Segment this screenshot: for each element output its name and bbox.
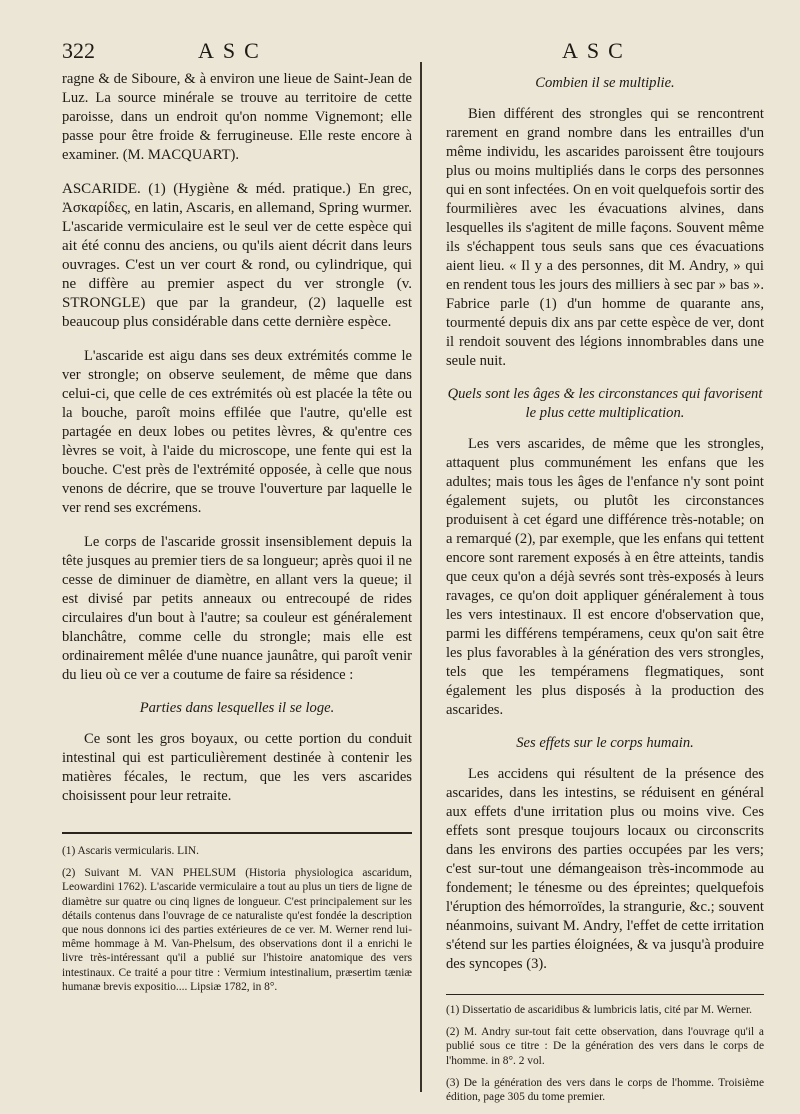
footnote-2: (2) Suivant M. VAN PHELSUM (Historia physiologica ascaridum, Leowardini 1762). L'ascaride vermiculaire a tout au plus un tiers de ligne de diamètre sur quatre ou cinq lignes de longueur. C'est principalement sur les détails contenus dans l'ouvrage de ce naturaliste qu'est fondée la description que nous donnons ici des parties extérieures de ce ver. M. Werner rend lui-même hommage à M. Van-Phelsum, des observations dont il a enrichi le livre très-intéressant qu'il a publié sur l'histoire anatomique des vers intestinaux. Ce traité a pour titre : Vermium intestinalium, præsertim tæniæ humanæ brevis expositio.... Lipsiæ 1782, in 8°. xyxy=(62,867,412,993)
right-column xyxy=(446,70,764,1104)
left-paragraph-shape: L'ascaride est aigu dans ses deux extrémités comme le ver strongle; on observe seulement, de même que dans celui-ci, que celle de ces extrémités où est placée la tête ou la bouche, paroît moins effilée que l'autre, qu'elle est partagée en deux lobes ou petites lèvres, & qu'entre ces lèvres se voit, à l'aide du microscope, une fente qui est la bouche. C'est près de l'extrémité opposée, à celle que nous venons de décrire, que se trouve l'ouverture par laquelle le ver rend ses excrémens. xyxy=(62,348,412,516)
footnote-right-3: (3) De la génération des vers dans le corps de l'homme. Troisième édition, page 305 du tome premier. xyxy=(446,1076,764,1104)
subheading-habitat: Parties dans lesquelles il se loge. xyxy=(139,700,335,716)
subheading-ages: Quels sont les âges & les circonstances qui favorisent le plus cette multiplication. xyxy=(447,386,763,421)
column-divider xyxy=(420,62,422,1092)
left-paragraph-body: Le corps de l'ascaride grossit insensiblement depuis la tête jusques au premier tiers de sa longueur; après quoi il ne cesse de diminuer de diamètre, en allant vers la queue; il est divisé par petits anneaux ou entrecoupé de rides circulaires d'un bout à l'autre; sa couleur est généralement blanchâtre, comme celle du strongle; mais elle est ordinairement mêlée d'une nuance jaunâtre, qui paroît venir du lieu où ce ver a coutume de faire sa résidence : xyxy=(62,534,412,683)
entry-ascaride: ASCARIDE. (1) (Hygiène & méd. pratique.) En grec, Ἀσκαρίδες, en latin, Ascaris, en allemand, Spring wurmer. L'ascaride vermiculaire est le seul ver de cette espèce qui ait été connu des anciens, ou qu'ils aient décrit dans leurs ouvrages. C'est un ver court & rond, ou cylindrique, qui ne diffère au premier aspect du ver strongle (v. STRONGLE) que par la grandeur, (2) laquelle est beaucoup plus considérable dans cette dernière espèce. xyxy=(62,181,412,330)
running-head-left: ASC xyxy=(198,38,268,63)
subheading-effects: Ses effets sur le corps humain. xyxy=(516,735,694,751)
subheading-multiplication: Combien il se multiplie. xyxy=(535,75,675,91)
footnote-right-2: (2) M. Andry sur-tout fait cette observation, dans l'ouvrage qu'il a publié sous ce titre : De la génération des vers dans le corps de l'homme. in 8°. 2 vol. xyxy=(446,1026,764,1067)
running-head-right: ASC xyxy=(562,38,632,63)
right-paragraph-ages: Les vers ascarides, de même que les strongles, attaquent plus communément les enfans que les adultes; mais tous les âges de l'enfance n'y sont point également sujets, ou plutôt les circonstances produisent à cet égard une différence très-notable; on a remarqué (2), par exemple, que les enfans qui tettent encore sont rarement exposés à en être atteints, tandis que ceux qu'on a déjà sevrés sont très-exposés à leurs ravages, ce qu'on doit appliquer généralement à tous les vers intestinaux. Il est encore d'observation que, parmi les différens tempéramens, ceux qu'on sait être les plus favorables à la génération des vers strongles, tels que les tempéramens flegmatiques, sont également les plus disposés à la production des ascarides. xyxy=(446,436,764,718)
left-paragraph-continuation: ragne & de Siboure, & à environ une lieue de Saint-Jean de Luz. La source minérale se trouve au territoire de cette paroisse, dans un endroit qu'on nomme Vignemont; elle passe pour être froide & ferrugineuse. Elle reste encore à examiner. (M. MACQUART). xyxy=(62,71,412,163)
left-column xyxy=(62,70,412,994)
footnote-rule xyxy=(62,832,412,834)
page-number: 322 xyxy=(62,38,95,63)
left-paragraph-habitat: Ce sont les gros boyaux, ou cette portion du conduit intestinal qui est particulièrement destinée à contenir les matières fécales, le rectum, que les vers ascarides choisissent pour leur retraite. xyxy=(62,731,412,804)
footnote-rule-right xyxy=(446,994,764,995)
page-header xyxy=(0,38,800,68)
footnote-right-1: (1) Dissertatio de ascaridibus & lumbricis latis, cité par M. Werner. xyxy=(446,1004,753,1016)
right-paragraph-effects: Les accidens qui résultent de la présence des ascarides, dans les intestins, se réduisent en général aux effets d'une irritation plus ou moins vive. Ces effets sont presque toujours locaux ou circonscrits dans les environs des parties occupées par les vers; c'est sur-tout une démangeaison très-incommode au fondement; le ténesme ou des épreintes; quelquefois l'éruption des hémorroïdes, la strangurie, &c.; souvent néanmoins, suivant M. Andry, l'effet de cette irritation s'étend sur les parties éloignées, & va jusqu'à produire des syncopes (3). xyxy=(446,766,764,972)
footnote-1: (1) Ascaris vermicularis. LIN. xyxy=(62,845,199,857)
right-paragraph-multiplication: Bien différent des strongles qui se rencontrent rarement en grand nombre dans les entrailles d'un même individu, les ascarides paroissent être toujours plus ou moins multipliés dans le corps des personnes qui en sont infectées. On en voit quelquefois sortir des fourmilières avec les évacuations alvines, dans lesquelles ils s'agitent de mille façons. Souvent même ils s'échappent tous seuls sans que ces évacuations aient lieu. « Il y a des personnes, dit M. Andry, » qui en rendent tous les jours des milliers à sec par » bas ». Fabrice parle (1) d'un homme de quarante ans, tourmenté depuis dix ans par cette espèce de ver, dont il rendoit souvent des légions innombrables dans une seule nuit. xyxy=(446,106,764,369)
